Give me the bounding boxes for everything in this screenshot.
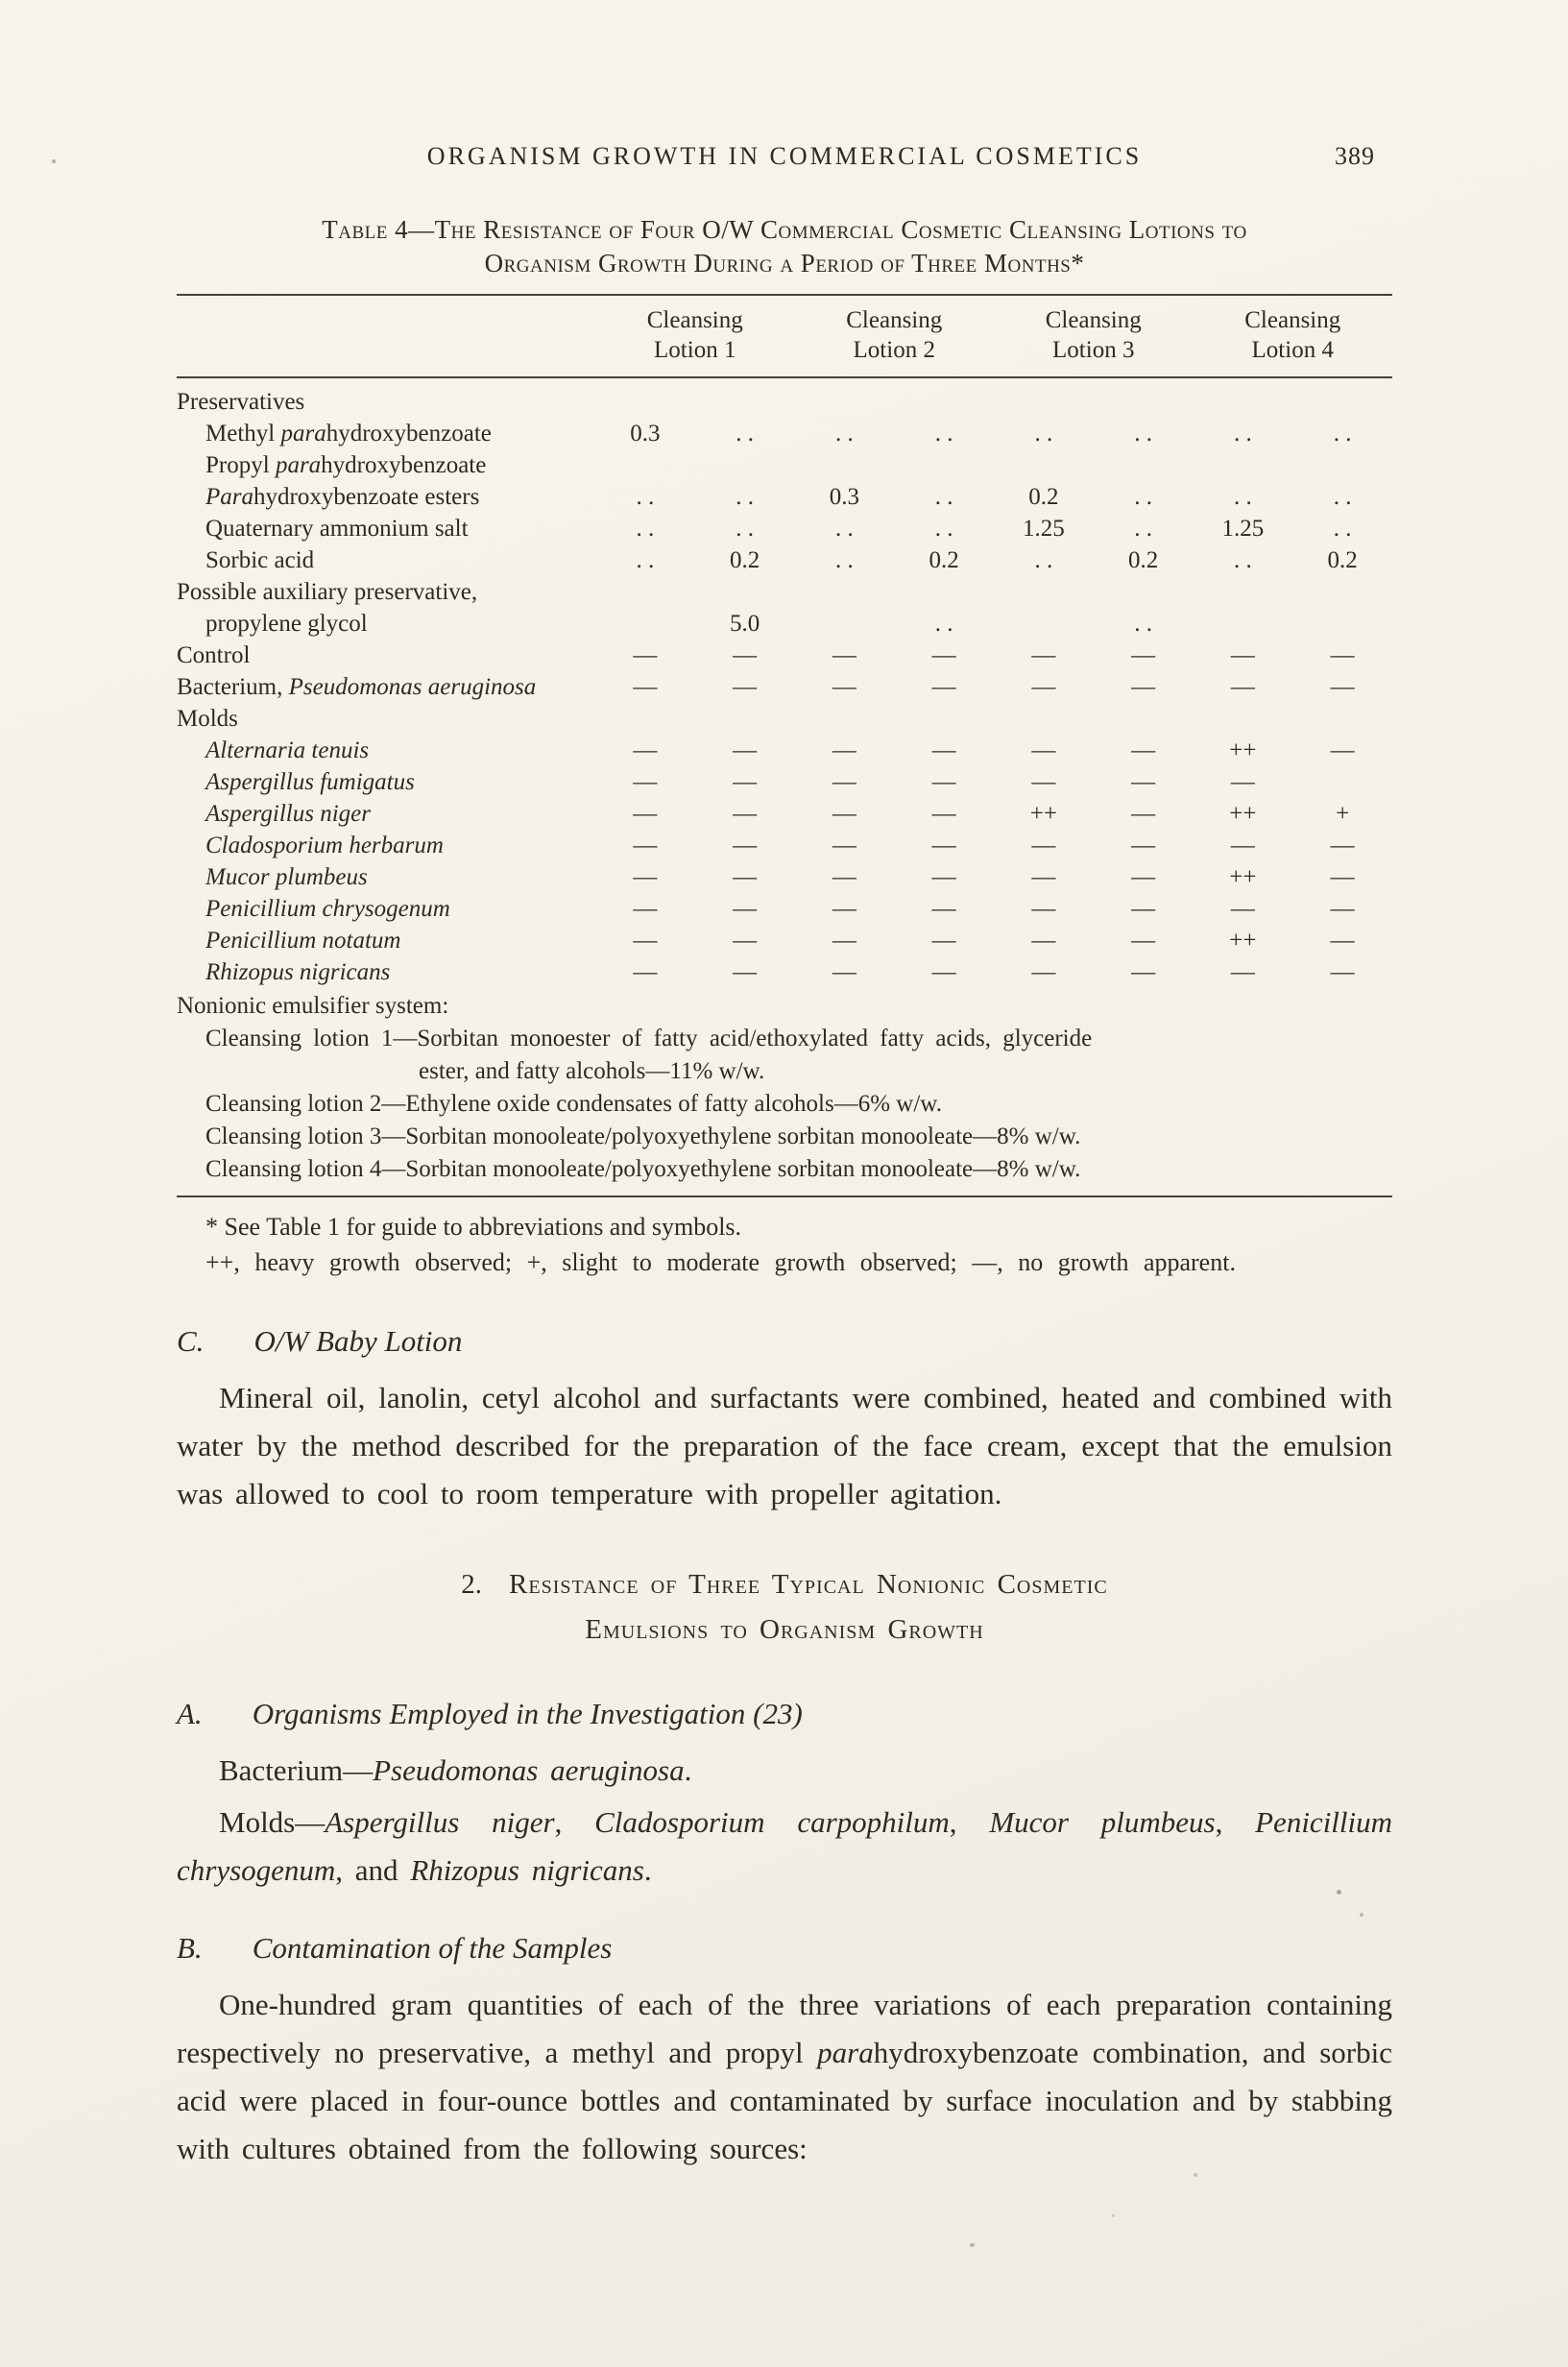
table-row <box>177 893 1392 925</box>
text-segment: Preservatives <box>177 389 305 415</box>
table-cell: — <box>1230 769 1255 795</box>
table-cell: — <box>733 769 758 795</box>
table-cell: — <box>733 833 758 858</box>
table-row <box>177 544 1392 576</box>
text-segment: Sorbic acid <box>205 547 315 573</box>
table-cell <box>1292 576 1392 608</box>
text-segment: hydroxybenzoate <box>321 452 487 478</box>
column-header <box>795 305 995 365</box>
table-cell: — <box>733 737 758 763</box>
table-row <box>177 735 1392 766</box>
table-cell: . . <box>1333 484 1352 510</box>
table-cell: — <box>1330 642 1355 668</box>
section-c-paragraph: Mineral oil, lanolin, cetyl alcohol and surfactants were combined, heated and combined with water by the method described for the preparation of the face cream, except that the emulsion was allowed to cool to room temperature with propeller agitation. <box>177 1381 1392 1510</box>
table-cell: ++ <box>1229 864 1257 890</box>
text-segment: Possible auxiliary preservative, <box>177 579 478 605</box>
table-cell: — <box>1131 864 1156 890</box>
table-cell: 0.2 <box>1128 547 1159 573</box>
text-segment: hydroxybenzoate esters <box>253 484 480 510</box>
table-cell <box>695 703 795 735</box>
page-title: ORGANISM GROWTH IN COMMERCIAL COSMETICS <box>426 142 1143 170</box>
table-cell: — <box>1230 896 1255 922</box>
text-segment: Aspergillus niger <box>325 1805 555 1839</box>
table-cell: . . <box>736 516 754 542</box>
table-cell <box>795 576 895 608</box>
table-cell: — <box>1131 674 1156 700</box>
emulsifier-line: Cleansing lotion 1—Sorbitan monoester of fatty acid/ethoxylated fatty acids, glyceride <box>205 1026 1093 1051</box>
text-segment: Molds— <box>219 1805 326 1839</box>
table-cell: — <box>832 737 856 763</box>
table-cell: — <box>1330 959 1355 985</box>
table-cell: . . <box>1234 547 1252 573</box>
table-cell: — <box>931 833 956 858</box>
table-cell: ++ <box>1229 801 1257 827</box>
table-row <box>177 608 1392 640</box>
table-cell: — <box>733 896 758 922</box>
text-segment: para <box>280 421 326 447</box>
text-segment: hydroxybenzoate combination, and sorbic acid were placed in four-ounce bottles and contaminated by surface inoculation and by stabbing with cultures obtained from the following sources: <box>177 2036 1392 2165</box>
text-segment: Aspergillus fumigatus <box>205 769 415 795</box>
table-header-row <box>177 296 1392 376</box>
table-cell <box>994 576 1094 608</box>
text-segment: Cladosporium herbarum <box>205 833 444 858</box>
text-segment: . <box>643 1853 652 1887</box>
column-header-line2: Lotion 1 <box>654 337 736 363</box>
row-label <box>177 449 595 481</box>
table-cell: 0.2 <box>1327 547 1358 573</box>
table-cell <box>795 386 895 418</box>
text-segment: Quaternary ammonium salt <box>205 516 469 542</box>
section-2-heading-line1 <box>177 1562 1392 1607</box>
table-cell <box>1194 449 1293 481</box>
column-header-line2: Lotion 4 <box>1251 337 1334 363</box>
table-row <box>177 640 1392 671</box>
emulsifier-line: Cleansing lotion 2—Ethylene oxide condensates of fatty alcohols—6% w/w. <box>205 1091 942 1117</box>
table-row <box>177 576 1392 608</box>
table-cell <box>695 449 795 481</box>
row-label <box>177 703 595 735</box>
table-row <box>177 418 1392 449</box>
table-cell <box>894 386 994 418</box>
table-cell: — <box>931 769 956 795</box>
table-row <box>177 449 1392 481</box>
table-cell: — <box>733 959 758 985</box>
row-label <box>177 671 595 703</box>
table-cell: — <box>931 801 956 827</box>
table-cell: . . <box>636 516 655 542</box>
table-cell <box>1194 576 1293 608</box>
table-row <box>177 798 1392 830</box>
table-row <box>177 671 1392 703</box>
table-row <box>177 861 1392 893</box>
table-cell: — <box>733 928 758 954</box>
table-cell <box>994 449 1094 481</box>
section-2-number: 2. <box>461 1569 483 1600</box>
emulsifier-line: ester, and fatty alcohols—11% w/w. <box>419 1058 765 1084</box>
row-label <box>177 766 595 798</box>
table-cell: — <box>931 928 956 954</box>
text-segment: Methyl <box>205 421 281 447</box>
table-cell: — <box>1330 864 1355 890</box>
table-cell: . . <box>934 421 953 447</box>
table-cell <box>994 386 1094 418</box>
text-segment: , <box>554 1805 595 1839</box>
page-content <box>177 142 1392 2173</box>
row-label <box>177 481 595 513</box>
table-row <box>177 925 1392 956</box>
table-cell <box>994 703 1094 735</box>
table-cell: 1.25 <box>1221 516 1265 542</box>
table-cell: . . <box>1234 421 1252 447</box>
table-cell: — <box>1230 674 1255 700</box>
text-segment: Rhizopus nigricans <box>205 959 391 985</box>
row-label <box>177 418 595 449</box>
table-cell: 0.2 <box>1028 484 1059 510</box>
table-cell <box>1292 766 1392 798</box>
table-cell: . . <box>1134 484 1152 510</box>
section-a-heading <box>177 1697 1392 1731</box>
table-cell <box>1194 608 1293 640</box>
text-segment: Cladosporium carpophilum <box>594 1805 950 1839</box>
text-segment: Pseudomonas aeruginosa <box>288 674 537 700</box>
text-segment: Molds <box>177 706 238 732</box>
scan-speck <box>970 2243 975 2247</box>
column-header-line1: Cleansing <box>846 307 943 333</box>
table-cell: . . <box>736 421 754 447</box>
section-c-title: O/W Baby Lotion <box>253 1324 463 1358</box>
table-cell: — <box>832 674 856 700</box>
table-cell: — <box>1330 928 1355 954</box>
row-label <box>177 861 595 893</box>
table-cell: . . <box>1034 547 1053 573</box>
table-cell: 0.2 <box>929 547 959 573</box>
table-cell: 0.3 <box>630 421 661 447</box>
table-cell <box>994 608 1094 640</box>
section-c-heading <box>177 1324 1392 1359</box>
bacterium-line <box>177 1747 1392 1795</box>
table-row <box>177 703 1392 735</box>
text-segment: propylene glycol <box>205 611 368 637</box>
section-2-heading-line2: Emulsions to Organism Growth <box>585 1614 984 1645</box>
table-cell <box>1292 449 1392 481</box>
section-b-heading <box>177 1931 1392 1966</box>
table-cell: — <box>633 959 658 985</box>
scan-speck <box>1194 2173 1197 2177</box>
text-segment: , <box>949 1805 990 1839</box>
table-cell: — <box>633 801 658 827</box>
table-cell: . . <box>1134 421 1152 447</box>
table-cell: — <box>1031 864 1056 890</box>
text-segment: para <box>817 2036 874 2069</box>
section-a-title: Organisms Employed in the Investigation (23) <box>252 1697 803 1730</box>
section-2-title-part1: Resistance of Three Typical Nonionic Cosmetic <box>509 1569 1108 1600</box>
table-cell <box>1292 703 1392 735</box>
scan-speck <box>52 159 56 163</box>
footnote-abbreviations: * See Table 1 for guide to abbreviations and symbols. <box>205 1213 742 1241</box>
data-table <box>177 294 1392 1197</box>
row-label <box>177 576 595 608</box>
table-cell: — <box>1031 769 1056 795</box>
column-header <box>595 305 795 365</box>
scan-speck <box>1337 1890 1341 1895</box>
table-cell: — <box>1131 833 1156 858</box>
table-cell: — <box>1031 674 1056 700</box>
section-b-paragraph <box>177 1981 1392 2173</box>
table-cell: — <box>1330 674 1355 700</box>
table-cell <box>595 703 695 735</box>
table-cell: — <box>1230 959 1255 985</box>
table-cell: — <box>931 737 956 763</box>
table-cell: . . <box>736 484 754 510</box>
text-segment: Aspergillus niger <box>205 801 371 827</box>
text-segment: Alternaria tenuis <box>205 737 370 763</box>
row-label <box>177 798 595 830</box>
table-cell: — <box>931 896 956 922</box>
column-header <box>994 305 1194 365</box>
text-segment: Mucor plumbeus <box>205 864 368 890</box>
table-row <box>177 956 1392 988</box>
table-cell <box>894 449 994 481</box>
row-label <box>177 386 595 418</box>
table-row <box>177 386 1392 418</box>
row-label <box>177 893 595 925</box>
table-rule-bottom <box>177 1196 1392 1197</box>
table-cell: — <box>633 928 658 954</box>
table-cell <box>1094 386 1194 418</box>
table-cell: 1.25 <box>1023 516 1065 542</box>
text-segment: Bacterium, <box>177 674 289 700</box>
table-row <box>177 481 1392 513</box>
table-caption <box>177 213 1392 280</box>
section-2-heading <box>177 1562 1392 1653</box>
emulsifier-heading: Nonionic emulsifier system: <box>177 993 449 1019</box>
table-cell: — <box>931 674 956 700</box>
table-cell: — <box>832 959 856 985</box>
table-cell: — <box>832 864 856 890</box>
table-cell: — <box>931 864 956 890</box>
running-head <box>177 142 1392 171</box>
text-segment: Penicillium notatum <box>205 928 401 954</box>
table-cell: — <box>1031 833 1056 858</box>
table-cell: — <box>633 769 658 795</box>
section-b-title: Contamination of the Samples <box>252 1931 613 1965</box>
row-label <box>177 513 595 544</box>
table-cell: 0.3 <box>829 484 859 510</box>
table-cell: . . <box>934 516 953 542</box>
table-row <box>177 766 1392 798</box>
text-segment: . <box>684 1753 692 1787</box>
table-cell: — <box>633 674 658 700</box>
table-cell: — <box>733 801 758 827</box>
emulsifier-line: Cleansing lotion 4—Sorbitan monooleate/polyoxyethylene sorbitan monooleate—8% w/w. <box>205 1156 1081 1182</box>
text-segment: , and <box>335 1853 411 1887</box>
table-cell: . . <box>1333 516 1352 542</box>
table-cell: — <box>1230 833 1255 858</box>
table-cell <box>595 576 695 608</box>
table-footnotes <box>177 1209 1392 1280</box>
column-header-line2: Lotion 3 <box>1052 337 1135 363</box>
table-cell: — <box>633 642 658 668</box>
table-cell <box>795 449 895 481</box>
row-label <box>177 925 595 956</box>
table-cell: — <box>931 642 956 668</box>
table-cell: . . <box>1034 421 1053 447</box>
column-header-line1: Cleansing <box>1244 307 1341 333</box>
table-cell <box>1194 386 1293 418</box>
table-cell: . . <box>1134 611 1152 637</box>
table-cell: 0.2 <box>730 547 760 573</box>
table-cell <box>795 703 895 735</box>
table-cell <box>595 386 695 418</box>
text-segment: Rhizopus nigricans <box>410 1853 644 1887</box>
table-cell <box>1094 576 1194 608</box>
section-a-label: A. <box>177 1697 203 1730</box>
row-label <box>177 544 595 576</box>
table-cell <box>1194 703 1293 735</box>
table-cell: — <box>633 864 658 890</box>
table-cell <box>894 703 994 735</box>
section-c-label: C. <box>177 1324 205 1358</box>
table-cell: — <box>832 928 856 954</box>
text-segment: Para <box>205 484 253 510</box>
text-segment: Penicillium chrysogenum <box>177 1805 1393 1887</box>
table-cell: ++ <box>1229 737 1257 763</box>
table-cell: — <box>832 769 856 795</box>
row-label <box>177 640 595 671</box>
text-segment: Penicillium chrysogenum <box>205 896 450 922</box>
table-body <box>177 378 1392 990</box>
emulsifier-lines <box>177 1023 1392 1186</box>
table-cell: . . <box>636 547 655 573</box>
table-cell: — <box>1330 896 1355 922</box>
page-number: 389 <box>1335 142 1375 170</box>
table-cell: — <box>1131 769 1156 795</box>
table-cell: — <box>1230 642 1255 668</box>
table-row <box>177 830 1392 861</box>
table-cell: 5.0 <box>730 611 760 637</box>
table-cell <box>894 576 994 608</box>
table-cell: — <box>1031 928 1056 954</box>
text-segment: Mucor plumbeus <box>989 1805 1216 1839</box>
table-cell <box>695 386 795 418</box>
table-cell: — <box>832 801 856 827</box>
table-cell <box>595 449 695 481</box>
table-cell: . . <box>835 516 854 542</box>
table-cell <box>795 608 895 640</box>
emulsifier-note <box>177 990 1392 1196</box>
text-segment: Propyl <box>205 452 276 478</box>
table-cell: . . <box>1333 421 1352 447</box>
column-header-line1: Cleansing <box>646 307 743 333</box>
table-cell: . . <box>1134 516 1152 542</box>
table-cell: ++ <box>1029 801 1057 827</box>
table-cell <box>1094 703 1194 735</box>
table-cell: — <box>1031 959 1056 985</box>
table-cell: — <box>733 864 758 890</box>
table-cell: — <box>1031 737 1056 763</box>
table-cell <box>695 576 795 608</box>
table-cell <box>1292 386 1392 418</box>
table-caption-line1: Table 4—The Resistance of Four O/W Commercial Cosmetic Cleansing Lotions to <box>322 215 1247 244</box>
text-segment: Bacterium— <box>219 1753 374 1787</box>
row-label <box>177 830 595 861</box>
row-label <box>177 956 595 988</box>
table-cell: — <box>1131 801 1156 827</box>
table-cell: — <box>1131 896 1156 922</box>
table-cell: — <box>1131 642 1156 668</box>
table-cell: — <box>832 896 856 922</box>
text-segment: para <box>275 452 322 478</box>
table-row <box>177 513 1392 544</box>
emulsifier-line: Cleansing lotion 3—Sorbitan monooleate/polyoxyethylene sorbitan monooleate—8% w/w. <box>205 1123 1081 1149</box>
table-cell: — <box>1330 833 1355 858</box>
table-cell: . . <box>934 611 953 637</box>
table-cell: — <box>832 833 856 858</box>
text-segment: , <box>1215 1805 1256 1839</box>
scan-speck <box>1112 2214 1115 2217</box>
table-cell: — <box>832 642 856 668</box>
table-cell: . . <box>636 484 655 510</box>
text-segment: hydroxybenzoate <box>326 421 492 447</box>
table-cell: . . <box>1234 484 1252 510</box>
table-cell: — <box>931 959 956 985</box>
table-cell: — <box>1131 737 1156 763</box>
table-cell: + <box>1336 801 1350 827</box>
text-segment: Control <box>177 642 251 668</box>
table-cell: — <box>1031 642 1056 668</box>
text-segment: Pseudomonas aeruginosa <box>373 1753 685 1787</box>
column-header <box>1194 305 1393 365</box>
text-segment: One-hundred gram quantities of each of the three variations of each preparation containing respectively no preservative, a methyl and propyl <box>177 1988 1392 2069</box>
table-cell: . . <box>835 547 854 573</box>
table-cell: — <box>733 674 758 700</box>
scan-speck <box>1360 1913 1363 1917</box>
column-header-line1: Cleansing <box>1045 307 1142 333</box>
molds-line <box>177 1799 1392 1895</box>
table-cell: — <box>1330 737 1355 763</box>
row-label <box>177 735 595 766</box>
table-cell: . . <box>835 421 854 447</box>
table-header-spacer <box>177 305 595 365</box>
table-caption-line2: Organism Growth During a Period of Three Months* <box>484 249 1085 278</box>
table-cell: — <box>1031 896 1056 922</box>
section-b-label: B. <box>177 1931 203 1965</box>
table-cell: ++ <box>1229 928 1257 954</box>
table-cell: — <box>733 642 758 668</box>
table-cell <box>1292 608 1392 640</box>
table-cell <box>595 608 695 640</box>
table-cell: — <box>633 833 658 858</box>
column-header-line2: Lotion 2 <box>853 337 935 363</box>
row-label <box>177 608 595 640</box>
table-cell: — <box>633 896 658 922</box>
table-cell: . . <box>934 484 953 510</box>
footnote-symbol-legend: ++, heavy growth observed; +, slight to moderate growth observed; —, no growth apparent. <box>205 1248 1236 1276</box>
table-cell: — <box>1131 928 1156 954</box>
table-cell: — <box>1131 959 1156 985</box>
table-cell: — <box>633 737 658 763</box>
table-cell <box>1094 449 1194 481</box>
